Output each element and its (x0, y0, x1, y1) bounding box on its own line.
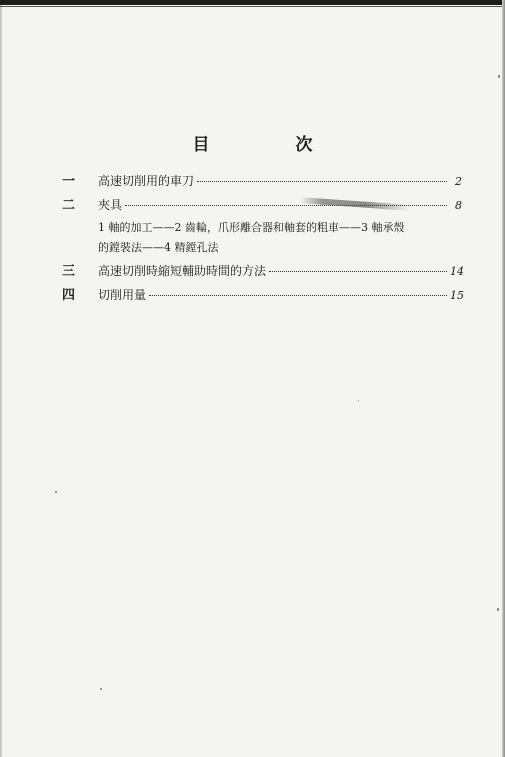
toc-subentries (62, 218, 450, 258)
page-left-edge (0, 0, 2, 757)
top-border-rule (0, 0, 505, 5)
toc-entry-number: 二 (62, 198, 76, 213)
paper-speck (55, 491, 57, 493)
dot-leader (149, 295, 447, 296)
toc-entry-page: 8 (455, 199, 462, 212)
page-title: 目 次 (192, 135, 353, 155)
dot-leader (269, 271, 447, 272)
toc-entry-number: 一 (62, 174, 76, 189)
table-of-contents (62, 170, 462, 308)
paper-speck (358, 400, 359, 401)
toc-entry-number: 四 (62, 288, 76, 303)
dot-leader (197, 181, 447, 182)
toc-entry-title: 切削用量 (98, 288, 147, 302)
toc-entry-page: 14 (450, 265, 464, 278)
toc-entry-title: 高速切削用的車刀 (98, 174, 195, 188)
toc-entry[interactable] (62, 284, 462, 308)
toc-entry-page: 2 (455, 175, 462, 188)
top-border-thin-rule (0, 6, 505, 7)
toc-entry-number: 三 (62, 264, 76, 279)
toc-entry-title: 高速切削時縮短輔助時間的方法 (98, 264, 267, 278)
toc-subentry-line: 1 軸的加工——2 齒輪，爪形離合器和軸套的粗車——3 軸承殼 (98, 221, 405, 234)
paper-speck (100, 688, 102, 690)
toc-subentry-line: 的鏜裝法——4 精鏜孔法 (98, 241, 219, 254)
toc-entry-title: 夾具 (98, 198, 123, 212)
toc-entry-page: 15 (450, 289, 464, 302)
paper-speck (497, 608, 499, 611)
toc-entry[interactable] (62, 260, 462, 284)
paper-speck (498, 75, 500, 78)
toc-entry[interactable] (62, 170, 462, 194)
